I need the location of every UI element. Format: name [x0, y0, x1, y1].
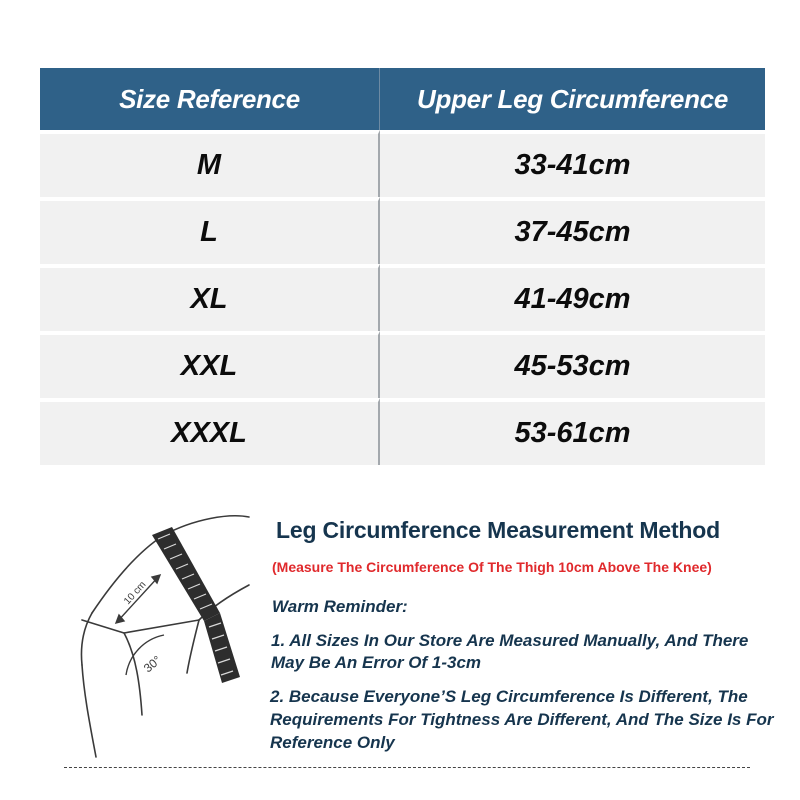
table-header-row	[40, 68, 765, 130]
distance-label: 10 cm	[122, 579, 149, 608]
reminder-item-2: 2. Because Everyone’S Leg Circumference Is Different, The Requirements For Tightness Are Different, And The Size Is For Reference Only	[270, 687, 774, 752]
knee-joint-line	[82, 620, 199, 633]
range-cell: 53-61cm	[380, 398, 765, 465]
size-reference-table	[40, 68, 765, 465]
range-cell: 37-45cm	[380, 197, 765, 264]
table-row	[40, 130, 765, 197]
calf-back-outline	[187, 620, 199, 673]
dashed-divider	[64, 767, 750, 768]
method-title: Leg Circumference Measurement Method	[276, 517, 720, 543]
range-cell: 45-53cm	[380, 331, 765, 398]
size-cell: XXXL	[40, 398, 380, 465]
reminder-title: Warm Reminder:	[272, 597, 408, 616]
reminder-item-1: 1. All Sizes In Our Store Are Measured Manually, And There May Be An Error Of 1-3cm	[271, 631, 749, 672]
method-note: (Measure The Circumference Of The Thigh 10cm Above The Knee)	[272, 559, 712, 575]
table-row	[40, 398, 765, 465]
size-cell: L	[40, 197, 380, 264]
range-cell: 41-49cm	[380, 264, 765, 331]
header-upper-leg-circumference: Upper Leg Circumference	[380, 68, 765, 130]
header-size-reference: Size Reference	[40, 68, 380, 130]
size-cell: XL	[40, 264, 380, 331]
shin-outline	[82, 665, 96, 757]
size-cell: XXL	[40, 331, 380, 398]
knee-measurement-illustration	[44, 505, 259, 765]
measuring-tape	[152, 527, 240, 683]
angle-label: 30°	[140, 652, 164, 676]
table-row	[40, 264, 765, 331]
range-cell: 33-41cm	[380, 130, 765, 197]
size-cell: M	[40, 130, 380, 197]
table-row	[40, 331, 765, 398]
table-row	[40, 197, 765, 264]
